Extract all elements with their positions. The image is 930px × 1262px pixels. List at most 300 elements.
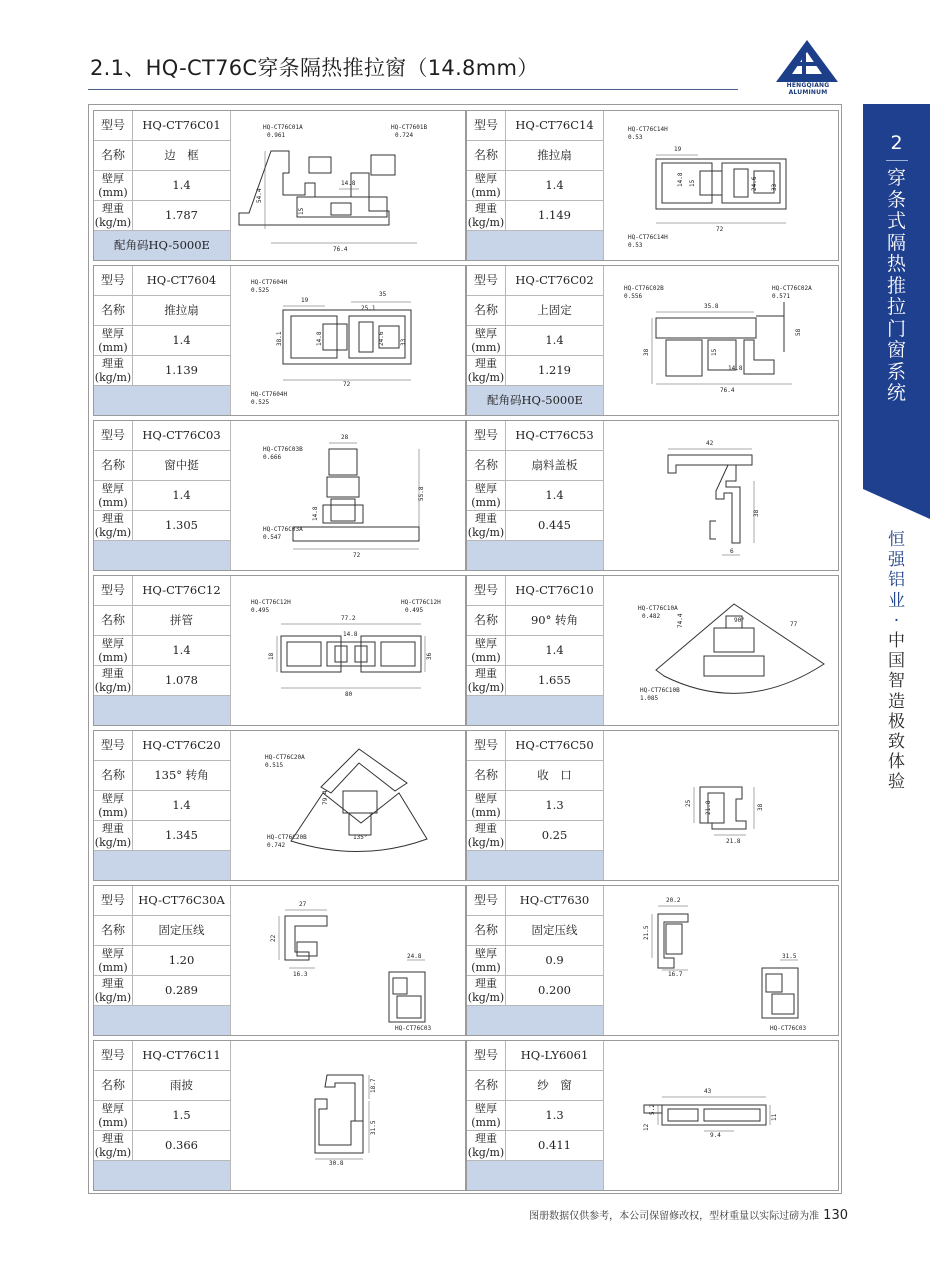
drawing-label: 33 xyxy=(400,338,407,346)
spec-note-cell xyxy=(94,1161,230,1190)
drawing-label: 38 xyxy=(643,348,650,356)
drawing-label: 0.495 xyxy=(405,607,424,614)
spec-label: 名称 xyxy=(94,451,133,480)
spec-label: 型号 xyxy=(467,731,506,760)
profile-section-drawing xyxy=(603,731,838,880)
spec-table xyxy=(94,421,230,570)
spec-label xyxy=(467,326,506,355)
spec-label: 名称 xyxy=(467,606,506,635)
spec-label: 型号 xyxy=(467,576,506,605)
spec-row xyxy=(94,1071,230,1101)
profile-card xyxy=(466,575,839,726)
spec-value-wall: 0.9 xyxy=(545,953,564,967)
spec-note-cell xyxy=(467,1006,603,1035)
title-divider xyxy=(88,89,738,90)
spec-value-wall: 1.4 xyxy=(172,798,191,812)
spec-table xyxy=(467,266,603,415)
spec-row xyxy=(467,171,603,201)
spec-label xyxy=(94,976,133,1005)
drawing-label: 11 xyxy=(771,1113,778,1121)
spec-value-weight: 1.655 xyxy=(538,673,571,687)
drawing-label: 25 xyxy=(685,799,692,807)
spec-value-weight: 1.139 xyxy=(165,363,198,377)
drawing-label: 0.482 xyxy=(642,613,661,620)
spec-label-line: 理重 xyxy=(475,357,497,370)
spec-label-line: 壁厚 xyxy=(102,637,124,650)
drawing-label: 74.4 xyxy=(677,613,684,628)
spec-label-line: 理重 xyxy=(475,202,497,215)
spec-label-unit: (kg/m) xyxy=(467,1146,505,1159)
spec-note-cell xyxy=(94,386,230,415)
spec-table xyxy=(467,421,603,570)
spec-label-unit: (kg/m) xyxy=(467,991,505,1004)
spec-table xyxy=(467,886,603,1035)
spec-value-wall: 1.4 xyxy=(172,178,191,192)
spec-label xyxy=(467,1131,506,1160)
drawing-label: 28 xyxy=(341,434,349,441)
spec-label xyxy=(94,821,133,850)
drawing-label: HQ-CT76C03 xyxy=(395,1025,432,1032)
spec-value-model: HQ-LY6061 xyxy=(520,1048,589,1062)
spec-label-line: 理重 xyxy=(102,977,124,990)
drawing-label: 77.2 xyxy=(341,615,356,622)
drawing-label: 1.085 xyxy=(640,695,659,702)
spec-row xyxy=(94,451,230,481)
spec-value-weight: 1.219 xyxy=(538,363,571,377)
drawing-label: 20.2 xyxy=(666,897,681,904)
spec-label-line: 壁厚 xyxy=(475,482,497,495)
spec-value-name: 135° 转角 xyxy=(154,768,209,782)
spec-row xyxy=(94,821,230,851)
profile-card xyxy=(466,265,839,416)
spec-note-cell xyxy=(467,851,603,880)
drawing-label: 14.8 xyxy=(343,631,358,638)
drawing-label: 33 xyxy=(771,183,778,191)
profile-card xyxy=(466,110,839,261)
spec-value-wall: 1.4 xyxy=(545,643,564,657)
spec-value-weight: 0.445 xyxy=(538,518,571,532)
spec-label xyxy=(467,201,506,230)
spec-row xyxy=(94,296,230,326)
spec-row xyxy=(467,326,603,356)
spec-label: 型号 xyxy=(94,886,133,915)
spec-value-weight: 0.411 xyxy=(538,1138,571,1152)
drawing-label: 0.515 xyxy=(265,762,284,769)
spec-row xyxy=(467,201,603,231)
drawing-label: HQ-CT76C02B xyxy=(624,285,664,292)
spec-label: 型号 xyxy=(94,111,133,140)
spec-label-unit: (kg/m) xyxy=(467,836,505,849)
profile-drawing-svg xyxy=(604,886,839,1035)
spec-label xyxy=(94,1131,133,1160)
spec-label xyxy=(94,201,133,230)
spec-label xyxy=(467,356,506,385)
spec-value-model: HQ-CT76C50 xyxy=(515,738,594,752)
drawing-label: 15 xyxy=(711,348,718,356)
spec-value-name: 雨披 xyxy=(170,1078,193,1092)
spec-label-line: 理重 xyxy=(475,667,497,680)
profile-section-drawing xyxy=(230,111,465,260)
drawing-label: HQ-CT76C20A xyxy=(265,754,305,761)
drawing-label: 19 xyxy=(674,146,682,153)
spec-label: 型号 xyxy=(94,421,133,450)
spec-row xyxy=(94,481,230,511)
spec-value-wall: 1.20 xyxy=(168,953,195,967)
spec-label-line: 理重 xyxy=(475,977,497,990)
spec-value-name: 边 框 xyxy=(164,148,199,162)
spec-value-name: 窗中挺 xyxy=(164,458,199,472)
drawing-label: 0.556 xyxy=(624,293,643,300)
spec-value-weight: 0.200 xyxy=(538,983,571,997)
drawing-label: 22 xyxy=(270,934,277,942)
spec-row xyxy=(94,666,230,696)
profile-drawing-svg xyxy=(604,1041,839,1190)
spec-note-cell xyxy=(94,696,230,725)
spec-value-name: 推拉扇 xyxy=(164,303,199,317)
spec-label-unit: (mm) xyxy=(471,341,501,354)
spec-value-name: 固定压线 xyxy=(158,923,205,937)
spec-label xyxy=(467,666,506,695)
spec-row xyxy=(94,511,230,541)
drawing-label: 0.53 xyxy=(628,134,643,141)
spec-label: 名称 xyxy=(467,1071,506,1100)
profile-card xyxy=(466,885,839,1036)
drawing-label: 35 xyxy=(379,291,387,298)
profile-section-drawing xyxy=(603,111,838,260)
spec-label: 型号 xyxy=(94,576,133,605)
spec-row xyxy=(467,451,603,481)
spec-note-cell xyxy=(94,231,230,260)
spec-row xyxy=(94,636,230,666)
spec-value-weight: 1.149 xyxy=(538,208,571,222)
spec-label-unit: (kg/m) xyxy=(94,371,132,384)
spec-label-line: 壁厚 xyxy=(475,327,497,340)
chapter-number-rule xyxy=(886,160,908,161)
profile-section-drawing xyxy=(230,731,465,880)
page-footer xyxy=(529,1207,848,1223)
spec-row xyxy=(467,1041,603,1071)
drawing-label: 24.8 xyxy=(407,953,422,960)
spec-note-cell xyxy=(94,1006,230,1035)
spec-label-unit: (kg/m) xyxy=(94,681,132,694)
spec-label xyxy=(467,1101,506,1130)
spec-value-wall: 1.4 xyxy=(172,643,191,657)
drawing-label: HQ-CT76C14H xyxy=(628,126,668,133)
spec-table xyxy=(94,111,230,260)
drawing-label: 14.8 xyxy=(341,180,356,187)
spec-label: 名称 xyxy=(94,916,133,945)
spec-label-unit: (mm) xyxy=(98,496,128,509)
spec-value-model: HQ-CT7604 xyxy=(146,273,217,287)
spec-label: 名称 xyxy=(94,296,133,325)
spec-row xyxy=(94,976,230,1006)
spec-table xyxy=(467,1041,603,1190)
footer-disclaimer: 图册数据仅供参考，本公司保留修改权，型材重量以实际过磅为准 xyxy=(529,1211,820,1222)
drawing-label: 14.8 xyxy=(312,506,319,521)
spec-label: 名称 xyxy=(94,141,133,170)
spec-value-weight: 0.25 xyxy=(541,828,568,842)
drawing-label: 24.6 xyxy=(378,331,385,346)
spec-label: 名称 xyxy=(467,296,506,325)
spec-label: 名称 xyxy=(467,761,506,790)
spec-note-cell xyxy=(467,1161,603,1190)
profile-card xyxy=(93,730,466,881)
spec-row xyxy=(94,576,230,606)
drawing-label: 14.8 xyxy=(316,331,323,346)
spec-label-line: 壁厚 xyxy=(102,327,124,340)
spec-row xyxy=(94,1101,230,1131)
drawing-label: 27 xyxy=(299,901,307,908)
spec-row xyxy=(94,266,230,296)
spec-label-unit: (mm) xyxy=(98,186,128,199)
drawing-label: 19 xyxy=(301,297,309,304)
spec-value-wall: 1.4 xyxy=(545,488,564,502)
spec-row xyxy=(94,1131,230,1161)
spec-table xyxy=(94,886,230,1035)
drawing-label: 77 xyxy=(790,621,798,628)
spec-row xyxy=(467,356,603,386)
spec-label-line: 壁厚 xyxy=(102,947,124,960)
spec-row xyxy=(467,886,603,916)
spec-row xyxy=(94,1041,230,1071)
drawing-label: HQ-CT76C03B xyxy=(263,446,303,453)
drawing-label: 5.2 xyxy=(649,1104,656,1115)
spec-value-name: 90° 转角 xyxy=(530,613,579,627)
spec-table xyxy=(467,576,603,725)
spec-label: 名称 xyxy=(94,606,133,635)
profile-card xyxy=(93,420,466,571)
profile-section-drawing xyxy=(603,421,838,570)
spec-row xyxy=(467,141,603,171)
drawing-label: HQ-CT7601B xyxy=(391,124,428,131)
page-number: 130 xyxy=(823,1208,848,1223)
spec-label-unit: (mm) xyxy=(98,341,128,354)
profile-section-drawing xyxy=(230,266,465,415)
drawing-label: 9.4 xyxy=(710,1132,721,1139)
brand-name: HENGQIANG ALUMINUM xyxy=(786,82,830,96)
spec-label xyxy=(467,636,506,665)
spec-label xyxy=(467,976,506,1005)
spec-label: 名称 xyxy=(467,451,506,480)
spec-label-unit: (mm) xyxy=(471,186,501,199)
drawing-label: HQ-CT76C02A xyxy=(772,285,812,292)
drawing-label: 21.8 xyxy=(726,838,741,845)
spec-label: 型号 xyxy=(94,731,133,760)
spec-label-unit: (kg/m) xyxy=(94,836,132,849)
spec-label-line: 壁厚 xyxy=(102,1102,124,1115)
profile-drawing-svg xyxy=(604,111,839,260)
spec-row xyxy=(467,421,603,451)
drawing-label: 18.7 xyxy=(370,1078,377,1093)
spec-row xyxy=(467,606,603,636)
profile-section-drawing xyxy=(230,886,465,1035)
spec-label xyxy=(467,481,506,510)
drawing-label: 21.5 xyxy=(643,925,650,940)
spec-row xyxy=(467,636,603,666)
drawing-label: HQ-CT76C10B xyxy=(640,687,680,694)
spec-value-name: 拼管 xyxy=(170,613,193,627)
profile-drawing-svg xyxy=(231,1041,466,1190)
spec-note-cell xyxy=(467,696,603,725)
drawing-label: 0.571 xyxy=(772,293,791,300)
drawing-label: 76.4 xyxy=(333,246,348,253)
spec-label: 型号 xyxy=(467,266,506,295)
drawing-label: HQ-CT76C01A xyxy=(263,124,303,131)
drawing-label: 0.724 xyxy=(395,132,414,139)
spec-note-cell xyxy=(467,541,603,570)
spec-label-unit: (mm) xyxy=(98,961,128,974)
drawing-label: 0.525 xyxy=(251,287,270,294)
spec-value-name: 扇料盖板 xyxy=(531,458,578,472)
profile-card xyxy=(93,265,466,416)
drawing-label: 72 xyxy=(716,226,724,233)
drawing-label: HQ-CT7604H xyxy=(251,391,288,398)
spec-row xyxy=(467,511,603,541)
spec-label-line: 理重 xyxy=(475,512,497,525)
spec-label: 名称 xyxy=(467,141,506,170)
drawing-label: 31.5 xyxy=(782,953,797,960)
profile-card xyxy=(466,1040,839,1191)
spec-label: 名称 xyxy=(94,1071,133,1100)
spec-row xyxy=(467,1071,603,1101)
profile-section-drawing xyxy=(230,576,465,725)
drawing-label: 54.4 xyxy=(256,188,263,203)
spec-label xyxy=(94,481,133,510)
spec-row xyxy=(94,886,230,916)
drawing-label: 55.8 xyxy=(418,486,425,501)
spec-value-model: HQ-CT76C11 xyxy=(142,1048,221,1062)
drawing-label: 0.961 xyxy=(267,132,286,139)
spec-row xyxy=(94,791,230,821)
spec-value-weight: 1.305 xyxy=(165,518,198,532)
drawing-label: HQ-CT7604H xyxy=(251,279,288,286)
spec-label xyxy=(94,1101,133,1130)
profile-drawing-svg xyxy=(231,266,466,415)
profile-drawing-svg xyxy=(231,111,466,260)
drawing-label: 16.3 xyxy=(293,971,308,978)
drawing-label: 0.525 xyxy=(251,399,270,406)
spec-table xyxy=(94,576,230,725)
drawing-label: 0.547 xyxy=(263,534,282,541)
profile-section-drawing xyxy=(230,1041,465,1190)
spec-label-line: 理重 xyxy=(475,1132,497,1145)
drawing-label: 0.666 xyxy=(263,454,282,461)
profile-drawing-svg xyxy=(231,886,466,1035)
spec-label xyxy=(94,666,133,695)
profile-section-drawing xyxy=(603,266,838,415)
spec-label: 型号 xyxy=(467,421,506,450)
spec-label-line: 壁厚 xyxy=(102,172,124,185)
drawing-label: 31.5 xyxy=(370,1120,377,1135)
spec-table xyxy=(467,731,603,880)
profile-drawing-svg xyxy=(604,731,839,880)
profile-drawing-svg xyxy=(231,731,466,880)
spec-label-line: 理重 xyxy=(102,667,124,680)
profile-card xyxy=(466,730,839,881)
spec-value-name: 上固定 xyxy=(537,303,572,317)
spec-label-unit: (kg/m) xyxy=(94,991,132,1004)
spec-label-unit: (kg/m) xyxy=(94,1146,132,1159)
spec-label-unit: (kg/m) xyxy=(467,371,505,384)
spec-row xyxy=(467,576,603,606)
spec-label-line: 理重 xyxy=(102,1132,124,1145)
spec-row xyxy=(467,976,603,1006)
spec-value-name: 推拉扇 xyxy=(537,148,572,162)
profile-drawing-svg xyxy=(604,576,839,725)
spec-label-unit: (mm) xyxy=(98,806,128,819)
spec-label-unit: (mm) xyxy=(98,1116,128,1129)
spec-value-name: 固定压线 xyxy=(531,923,578,937)
spec-label xyxy=(94,946,133,975)
profile-section-drawing xyxy=(603,886,838,1035)
spec-label-line: 壁厚 xyxy=(475,637,497,650)
spec-label: 名称 xyxy=(94,761,133,790)
spec-note-cell xyxy=(94,541,230,570)
spec-label xyxy=(467,791,506,820)
chapter-number: 2 xyxy=(890,132,903,154)
spec-label xyxy=(467,171,506,200)
profile-card xyxy=(93,575,466,726)
spec-value-weight: 0.366 xyxy=(165,1138,198,1152)
spec-row xyxy=(94,141,230,171)
spec-row xyxy=(94,326,230,356)
spec-label-line: 壁厚 xyxy=(102,482,124,495)
spec-label xyxy=(94,511,133,540)
spec-row xyxy=(467,1101,603,1131)
drawing-label: 90° xyxy=(734,617,745,624)
spec-note-cell xyxy=(467,231,603,260)
drawing-label: 14.8 xyxy=(677,172,684,187)
spec-row xyxy=(94,946,230,976)
profile-drawing-svg xyxy=(604,266,839,415)
spec-label-unit: (kg/m) xyxy=(467,526,505,539)
spec-value-model: HQ-CT76C01 xyxy=(142,118,221,132)
spec-value-model: HQ-CT76C14 xyxy=(515,118,594,132)
spec-label-unit: (kg/m) xyxy=(94,216,132,229)
spec-row xyxy=(94,171,230,201)
spec-value-weight: 1.787 xyxy=(165,208,198,222)
drawing-label: 24.6 xyxy=(751,176,758,191)
drawing-label: 16.7 xyxy=(668,971,683,978)
spec-label-unit: (mm) xyxy=(471,806,501,819)
spec-row xyxy=(467,916,603,946)
spec-row xyxy=(94,761,230,791)
drawing-label: 76.4 xyxy=(720,387,735,394)
profile-drawing-svg xyxy=(231,576,466,725)
spec-label-line: 壁厚 xyxy=(102,792,124,805)
spec-value-name: 纱 窗 xyxy=(537,1078,572,1092)
drawing-label: HQ-CT76C12H xyxy=(401,599,441,606)
spec-label-line: 壁厚 xyxy=(475,172,497,185)
chapter-title: 穿 条 式 隔 热 推 拉 门 窗 系 统 xyxy=(886,167,906,404)
spec-value-wall: 1.4 xyxy=(172,488,191,502)
drawing-label: HQ-CT76C10A xyxy=(638,605,678,612)
spec-row xyxy=(467,666,603,696)
drawing-label: HQ-CT76C20B xyxy=(267,834,307,841)
spec-value-model: HQ-CT76C30A xyxy=(138,893,225,907)
drawing-label: 30.8 xyxy=(329,1160,344,1167)
spec-value-weight: 1.345 xyxy=(165,828,198,842)
corner-connector-note: 配角码HQ-5000E xyxy=(487,393,583,407)
spec-row xyxy=(467,481,603,511)
spec-row xyxy=(94,606,230,636)
spec-row xyxy=(467,266,603,296)
spec-label-unit: (mm) xyxy=(471,1116,501,1129)
spec-label: 型号 xyxy=(467,886,506,915)
drawing-label: HQ-CT76C14H xyxy=(628,234,668,241)
spec-value-wall: 1.4 xyxy=(172,333,191,347)
spec-value-wall: 1.4 xyxy=(545,178,564,192)
